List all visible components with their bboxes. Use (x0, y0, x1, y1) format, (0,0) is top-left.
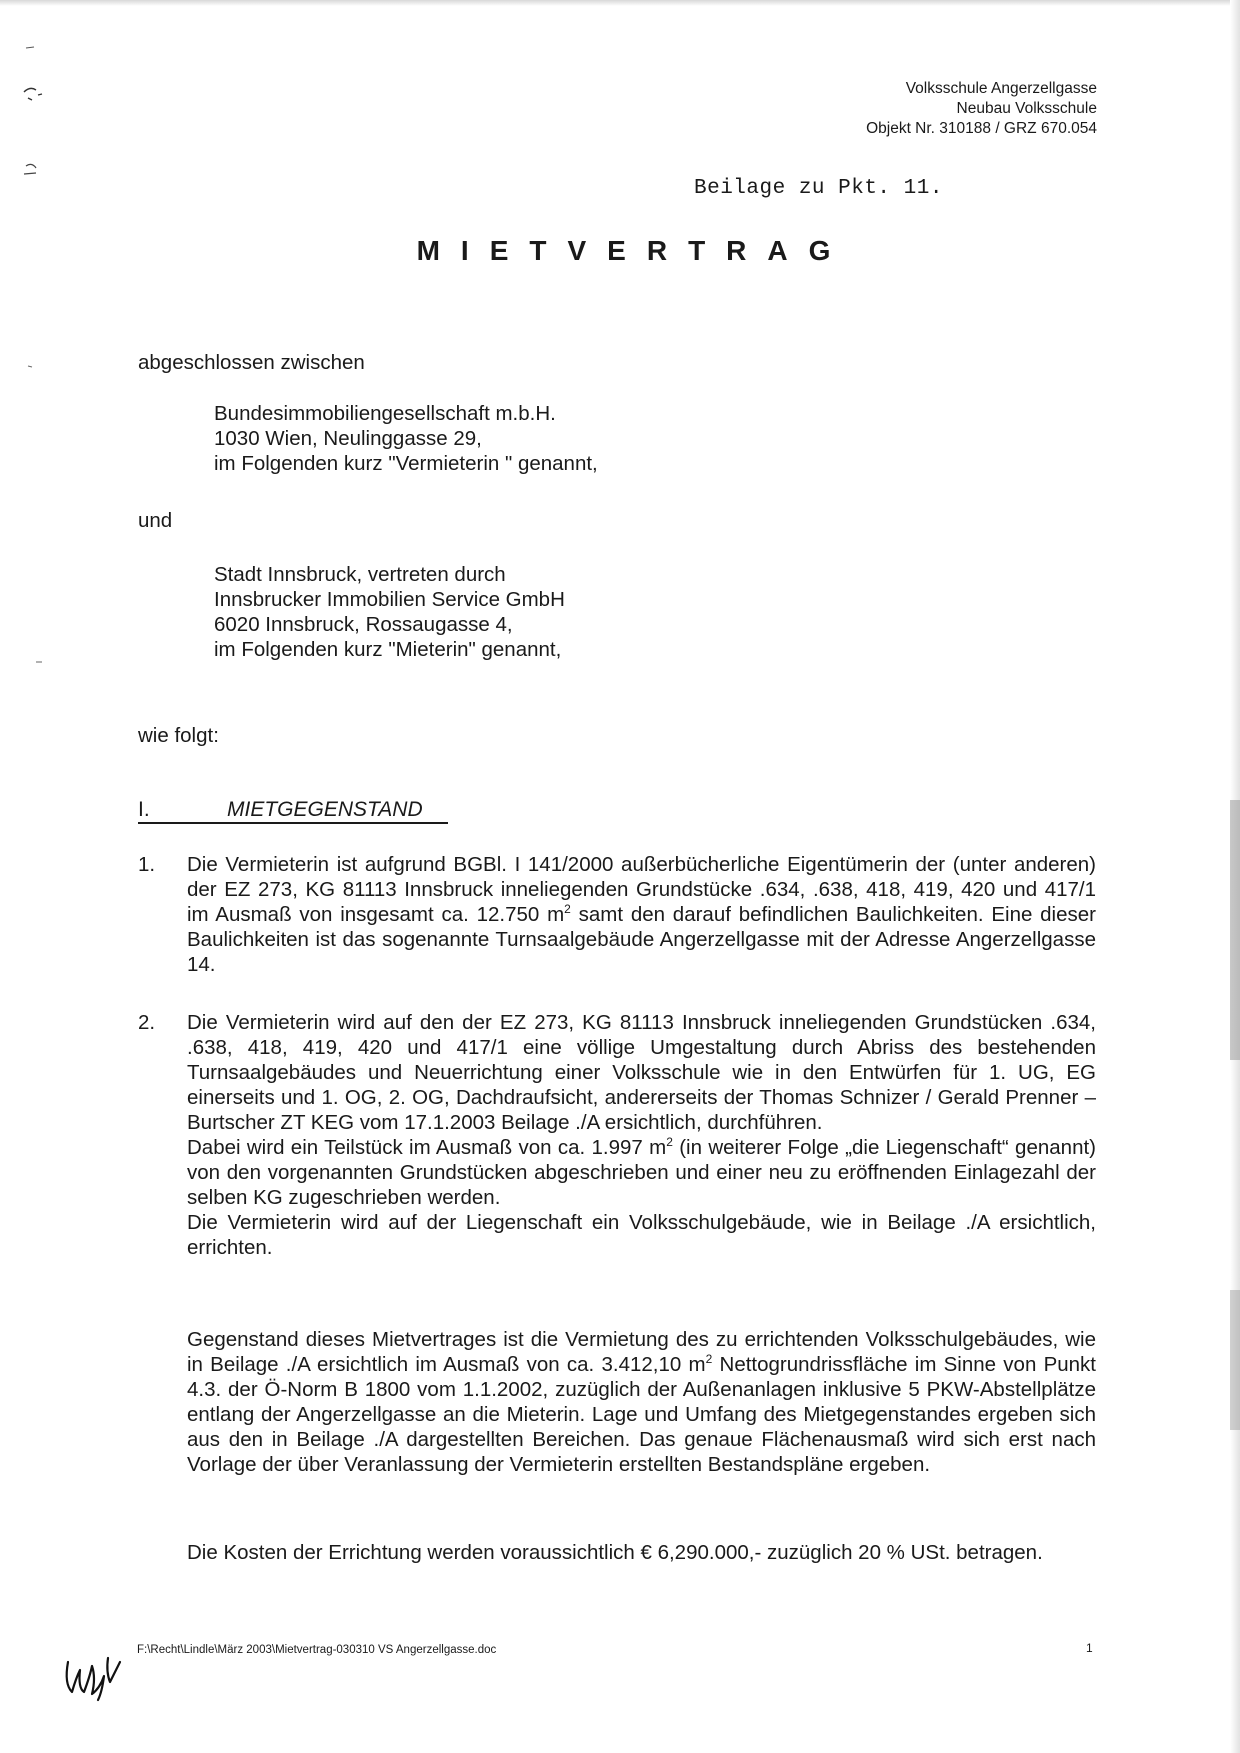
header-object-number: Objekt Nr. 310188 / GRZ 670.054 (866, 120, 1097, 137)
wie-folgt-text: wie folgt: (138, 724, 219, 747)
header-block (866, 79, 1097, 139)
text-run: Dabei wird ein Teilstück im Ausmaß von ca. 1.997 m (187, 1136, 667, 1159)
party-landlord (214, 401, 598, 476)
clause-number: 2. (138, 1011, 156, 1034)
und-text: und (138, 509, 173, 532)
clause-body (187, 1010, 1096, 1260)
clause-number: 1. (138, 853, 156, 876)
text-run: samt den darauf befindlichen Baulichkeiten. Eine dieser Baulichkeiten ist das sogenannte Turnsaalgebäude Angerzellgasse mit der Adresse Angerzellgasse 14. (187, 903, 1096, 976)
section-underline (138, 822, 448, 824)
text-run: Gegenstand dieses Mietvertrages ist die Vermietung des zu errichtenden Volksschulgebäudes, wie in Beilage ./A ersichtlich im Ausmaß von ca. 3.412,10 m (187, 1328, 1096, 1376)
clause-2-costs (187, 1540, 1096, 1565)
clause-paragraph: Die Vermieterin wird auf den der EZ 273, KG 81113 Innsbruck inneliegenden Grundstücken .634, .638, 418, 419, 420 und 417/1 eine völlige Umgestaltung durch Abriss des bestehenden Turnsaalgebäudes und Neuerrichtung einer Volksschule wie in den Entwürfen für 1. UG, EG einerseits und 1. OG, 2. OG, Dachdraufsicht, andererseits der Thomas Schnizer / Gerald Prenner – Burtscher ZT KEG vom 17.1.2003 Beilage ./A ersichtlich, durchführen. (187, 1011, 1096, 1134)
margin-marks (22, 40, 52, 680)
party-line: 1030 Wien, Neulinggasse 29, (214, 427, 482, 450)
header-project: Neubau Volksschule (956, 100, 1097, 117)
party-tenant (214, 562, 565, 662)
text-run: (in weiterer Folge „die Liegenschaft“ genannt) von den vorgenannten Grundstücken abgeschrieben und einer neu zu eröffnenden Einlagezahl der selben KG zugeschrieben werden. (187, 1136, 1096, 1209)
section-title: MIETGEGENSTAND (227, 798, 423, 821)
section-number: I. (138, 798, 150, 821)
intro-text: abgeschlossen zwischen (138, 351, 365, 374)
clause-paragraph: Die Vermieterin wird auf der Liegenschaft ein Volksschulgebäude, wie in Beilage ./A ersichtlich, errichten. (187, 1211, 1096, 1259)
document-title: MIETVERTRAG (416, 235, 852, 266)
superscript: 2 (705, 1352, 713, 1366)
scan-edge-top (0, 0, 1240, 6)
party-line: Stadt Innsbruck, vertreten durch (214, 563, 506, 586)
scan-shadow (1230, 800, 1240, 1060)
clause-paragraph (187, 1135, 1096, 1210)
clause-2-subject (187, 1327, 1096, 1477)
header-school: Volksschule Angerzellgasse (905, 80, 1097, 97)
party-line: Innsbrucker Immobilien Service GmbH (214, 588, 565, 611)
superscript: 2 (564, 902, 571, 916)
text-run: Nettogrundrissfläche im Sinne von Punkt 4.3. der Ö-Norm B 1800 vom 1.1.2002, zuzüglich der Außenanlagen inklusive 5 PKW-Abstellplätze entlang der Angerzellgasse an die Mieterin. Lage und Umfang des Mietgegenstandes ergeben sich aus den in Beilage ./A dargestellten Bereichen. Das genaue Flächenausmaß wird sich erst nach Vorlage der über Veranlassung der Vermieterin erstellten Bestandspläne ergeben. (187, 1353, 1097, 1476)
party-line: 6020 Innsbruck, Rossaugasse 4, (214, 613, 513, 636)
superscript: 2 (666, 1135, 673, 1149)
scan-shadow (1230, 1290, 1240, 1430)
party-line: im Folgenden kurz "Vermieterin " genannt, (214, 452, 598, 475)
clause-paragraph: Die Kosten der Errichtung werden voraussichtlich € 6,290.000,- zuzüglich 20 % USt. betragen. (187, 1541, 1043, 1564)
clause-paragraph (187, 1327, 1096, 1477)
clause-body (187, 852, 1096, 977)
beilage-label: Beilage zu Pkt. 11. (694, 177, 943, 200)
footer-file-path: F:\Recht\Lindle\März 2003\Mietvertrag-030310 VS Angerzellgasse.doc (137, 1644, 497, 1656)
text-run: Die Vermieterin ist aufgrund BGBl. I 141/2000 außerbücherliche Eigentümerin der (unter anderen) der EZ 273, KG 81113 Innsbruck inneliegenden Grundstücke .634, .638, 418, 419, 420 und 417/1 im Ausmaß von insgesamt ca. 12.750 m (187, 853, 1096, 926)
party-line: Bundesimmobiliengesellschaft m.b.H. (214, 402, 556, 425)
handwritten-initials (62, 1648, 124, 1702)
party-line: im Folgenden kurz "Mieterin" genannt, (214, 638, 562, 661)
clause-paragraph (187, 852, 1096, 977)
page-number: 1 (1086, 1641, 1093, 1655)
